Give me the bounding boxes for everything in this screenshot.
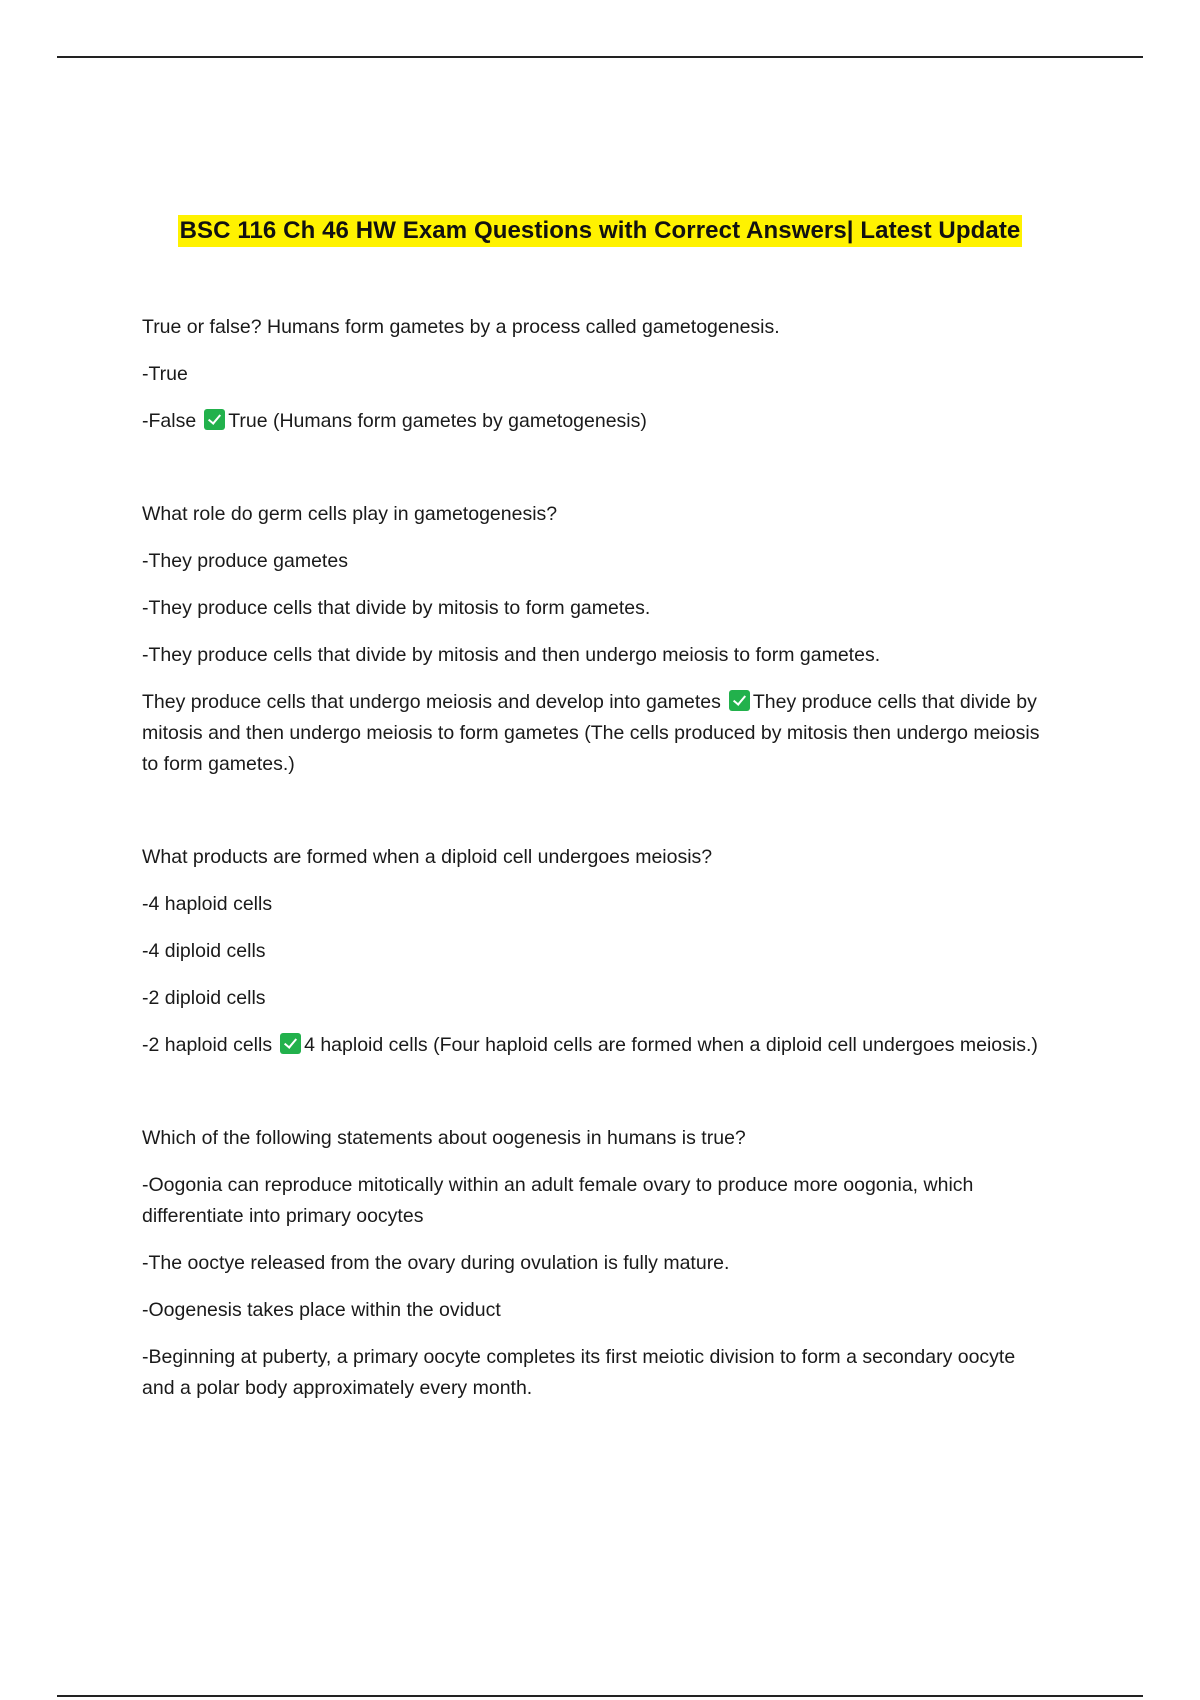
footer-rule xyxy=(57,1695,1143,1697)
option-item: They produce cells that undergo meiosis and develop into gametes xyxy=(142,691,721,713)
question-block-1 xyxy=(142,312,1052,437)
option-item: -Oogenesis takes place within the oviduct xyxy=(142,1299,501,1321)
document-title: BSC 116 Ch 46 HW Exam Questions with Correct Answers| Latest Update xyxy=(178,215,1023,247)
title-container xyxy=(0,215,1200,247)
option-item: -Beginning at puberty, a primary oocyte completes its first meiotic division to form a secondary oocyte and a polar body approximately every month. xyxy=(142,1346,1016,1399)
option-item: -4 diploid cells xyxy=(142,940,266,962)
option-item: -2 haploid cells xyxy=(142,1034,273,1056)
check-icon xyxy=(729,690,750,711)
question-text: What products are formed when a diploid cell undergoes meiosis? xyxy=(142,846,713,868)
question-block-2 xyxy=(142,499,1052,780)
option-item: -4 haploid cells xyxy=(142,893,273,915)
question-block-3 xyxy=(142,842,1052,1061)
option-item: -True xyxy=(142,363,188,385)
option-item: -False xyxy=(142,410,197,432)
answer-line xyxy=(142,1030,1052,1061)
answer-line xyxy=(142,406,1052,437)
check-icon xyxy=(280,1033,301,1054)
correct-answer: True (Humans form gametes by gametogenesis) xyxy=(228,410,647,432)
correct-answer: 4 haploid cells (Four haploid cells are formed when a diploid cell undergoes meiosis.) xyxy=(304,1034,1038,1056)
correct-answer: They produce cells that divide by mitosis and then undergo meiosis to form gametes (The cells produced by mitosis then undergo meiosis to form gametes.) xyxy=(142,691,1040,775)
option-item: -They produce cells that divide by mitosis and then undergo meiosis to form gametes. xyxy=(142,644,881,666)
question-text: Which of the following statements about oogenesis in humans is true? xyxy=(142,1127,746,1149)
header-rule xyxy=(57,56,1143,58)
option-item: -They produce gametes xyxy=(142,550,348,572)
option-item: -The ooctye released from the ovary during ovulation is fully mature. xyxy=(142,1252,730,1274)
document-body xyxy=(142,312,1052,1466)
check-icon xyxy=(204,409,225,430)
option-item: -2 diploid cells xyxy=(142,987,266,1009)
question-text: What role do germ cells play in gametogenesis? xyxy=(142,503,558,525)
question-text: True or false? Humans form gametes by a process called gametogenesis. xyxy=(142,316,780,338)
option-item: -They produce cells that divide by mitosis to form gametes. xyxy=(142,597,651,619)
question-block-4 xyxy=(142,1123,1052,1404)
answer-line xyxy=(142,687,1052,780)
option-item: -Oogonia can reproduce mitotically within an adult female ovary to produce more oogonia, which differentiate into primary oocytes xyxy=(142,1174,974,1227)
